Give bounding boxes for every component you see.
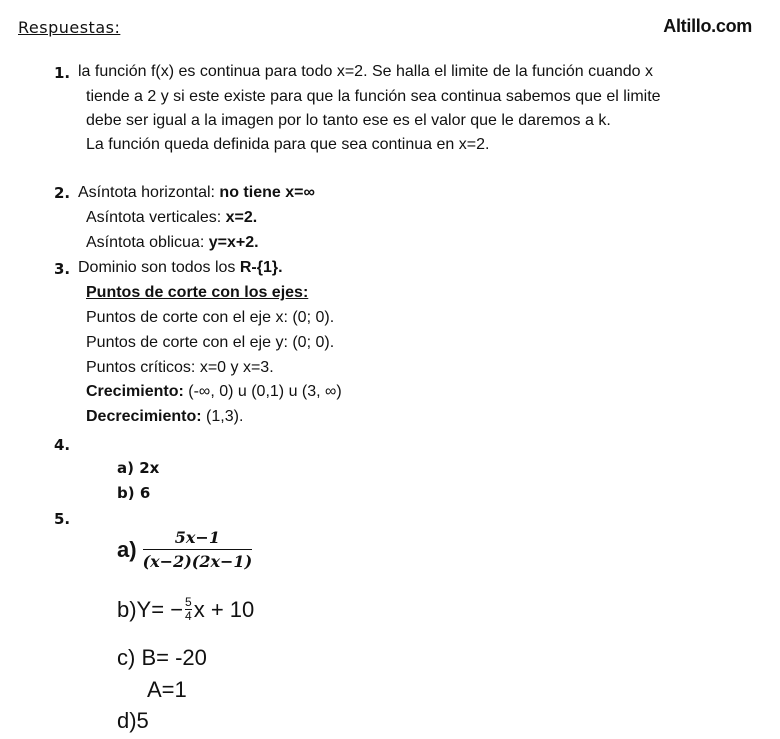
q2-horizontal-label: Asíntota horizontal: <box>78 184 215 201</box>
q5-b-frac-den: 4 <box>185 609 192 623</box>
q1-line-1: la función f(x) es continua para todo x=2. Se halla el limite de la función cuando x <box>78 63 654 80</box>
q2-oblique <box>86 232 259 254</box>
q2-oblique-x: x+2. <box>227 234 259 251</box>
q3-crecimiento-value: (-∞, 0) u (0,1) u (3, ∞) <box>188 383 342 400</box>
q2-oblique-y: y= <box>208 234 227 251</box>
q3-criticos: Puntos críticos: x=0 y x=3. <box>86 359 274 376</box>
q5-answer-d: d)5 <box>117 708 149 733</box>
q5-answer-b <box>117 596 254 623</box>
q2-vertical-label: Asíntota verticales: <box>86 209 222 226</box>
q4-answer-a: a) 2x <box>117 459 160 477</box>
q5-b-fraction <box>185 596 192 623</box>
brand-logo: Altillo.com <box>663 16 752 36</box>
q3-corte-y: Puntos de corte con el eje y: (0; 0). <box>86 334 335 351</box>
q5-a-label: a) <box>117 536 137 562</box>
q2-horizontal <box>78 182 315 204</box>
q5-answer-c2: A=1 <box>147 677 187 702</box>
q3-domain-value: R-{1}. <box>239 259 283 276</box>
question-number-1: 1. <box>54 64 71 82</box>
q5-answer-c1: c) B= -20 <box>117 645 207 670</box>
q2-vertical <box>86 207 257 229</box>
q4-answer-b: b) 6 <box>117 484 151 502</box>
q2-oblique-label: Asíntota oblicua: <box>86 234 205 251</box>
q3-decrecimiento-value: (1,3). <box>206 408 244 425</box>
q5-answer-a <box>117 528 252 571</box>
q3-crecimiento-label: Crecimiento: <box>86 383 184 400</box>
q1-line-3: debe ser igual a la imagen por lo tanto ese es el valor que le daremos a k. <box>86 112 611 129</box>
q2-horizontal-x: x=∞ <box>285 184 315 201</box>
q3-corte-x: Puntos de corte con el eje x: (0; 0). <box>86 309 335 326</box>
q3-domain <box>78 257 283 279</box>
q3-domain-label: Dominio son todos los <box>78 259 236 276</box>
q3-decrecimiento-label: Decrecimiento: <box>86 408 202 425</box>
q2-horizontal-value: no tiene <box>219 184 281 201</box>
question-number-5: 5. <box>54 510 71 528</box>
q2-vertical-value: x=2. <box>225 209 258 226</box>
q3-crecimiento <box>86 381 342 403</box>
question-number-2: 2. <box>54 184 71 202</box>
q3-cortes-title: Puntos de corte con los ejes: <box>86 284 309 301</box>
question-number-4: 4. <box>54 436 71 454</box>
q1-line-2: tiende a 2 y si este existe para que la función sea continua sabemos que el limite <box>86 88 661 105</box>
question-number-3: 3. <box>54 260 71 278</box>
q5-a-denominator: (x−2)(2x−1) <box>142 552 253 571</box>
q5-a-numerator: 5x−1 <box>143 528 253 550</box>
q1-line-4: La función queda definida para que sea continua en x=2. <box>86 136 490 153</box>
q5-b-frac-num: 5 <box>185 595 192 609</box>
page-title: Respuestas: <box>18 18 121 37</box>
q5-a-fraction <box>143 528 253 571</box>
q5-b-prefix: b)Y= − <box>117 596 184 622</box>
q5-b-suffix: x + 10 <box>193 596 255 622</box>
q3-decrecimiento <box>86 406 243 428</box>
